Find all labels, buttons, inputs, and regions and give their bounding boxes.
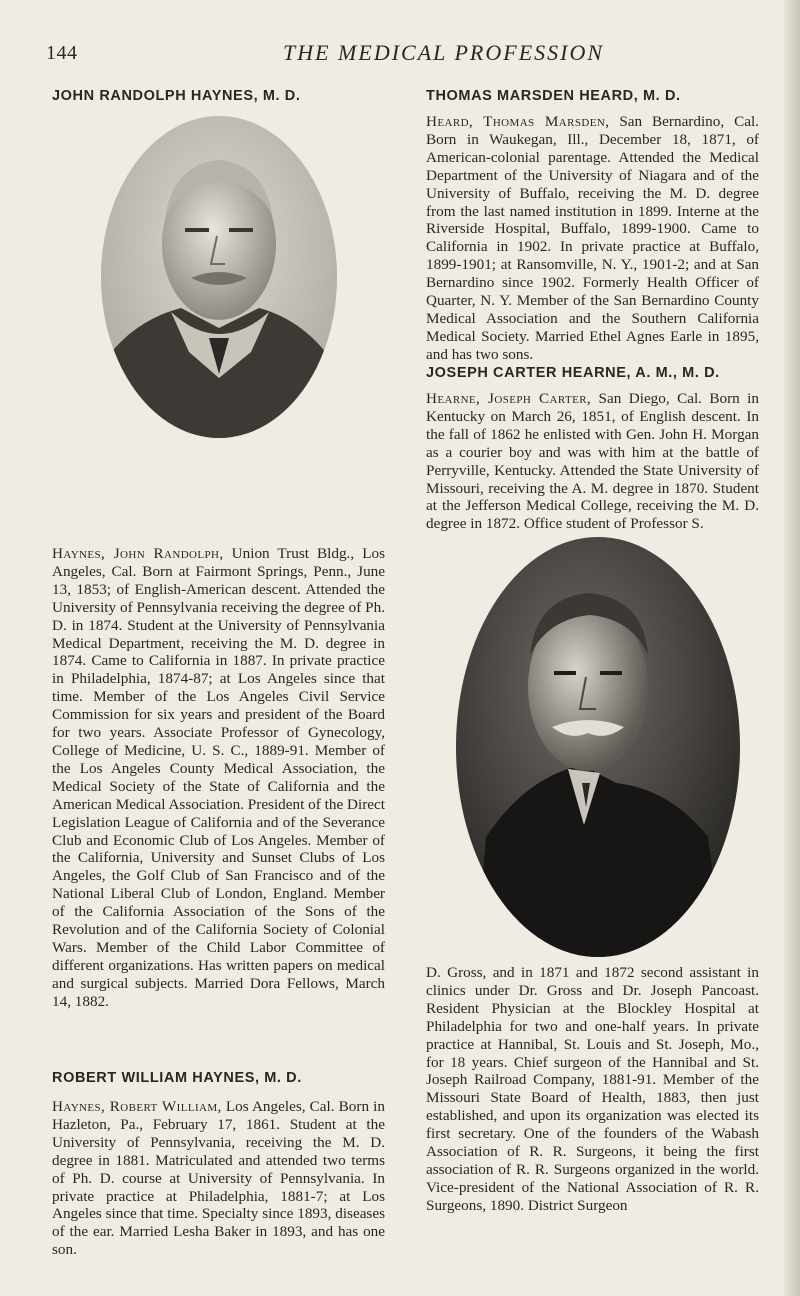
bio-thomas-marsden-heard: [426, 113, 759, 364]
bio-lead-robert-william-haynes: Haynes, Robert William,: [52, 1098, 222, 1115]
heading-thomas-marsden-heard: THOMAS MARSDEN HEARD, M. D.: [426, 88, 681, 104]
heading-joseph-carter-hearne: JOSEPH CARTER HEARNE, A. M., M. D.: [426, 365, 720, 381]
running-head: [46, 38, 746, 68]
page-number: 144: [46, 42, 78, 64]
heading-john-randolph-haynes: JOHN RANDOLPH HAYNES, M. D.: [52, 88, 301, 104]
bio-robert-william-haynes: [52, 1098, 385, 1259]
bio-lead-john-randolph-haynes: Haynes, John Randolph,: [52, 545, 224, 562]
portrait-john-randolph-haynes: [101, 116, 337, 438]
bio-joseph-carter-hearne-continued: D. Gross, and in 1871 and 1872 second assistant in clinics under Dr. Gross and Dr. Joseph Pancoast. Resident Physician at the Blockley Hospital at Philadelphia for two and one-half years. In private practice at Hannibal, St. Louis and St. Joseph, Mo., for 18 years. Chief surgeon of the Hannibal and St. Joseph Railroad Company, 1881-91. Member of the Missouri State Board of Health, 1883, then just established, and upon its organization was elected its first secretary. One of the founders of the Wabash Association of R. R. Surgeons, it being the first association of R. R. Surgeons organized in the world. Vice-president of the National Association of R. R. Surgeons, 1890. District Surgeon: [426, 964, 759, 1214]
running-title: THE MEDICAL PROFESSION: [283, 40, 605, 65]
bio-joseph-carter-hearne: [426, 390, 759, 533]
bio-text-joseph-carter-hearne: San Diego, Cal. Born in Kentucky on March 26, 1851, of English descent. In the fall of 1862 he enlisted with Gen. John H. Morgan as a courier boy and was with him at the battle of Perryville, Kentucky. Attended the State University of Missouri, receiving the A. M. degree in 1870. Student at the Jefferson Medical College, receiving the M. D. degree in 1872. Office student of Professor S.: [426, 390, 759, 533]
page-edge: [784, 0, 800, 1296]
bio-text-john-randolph-haynes: Union Trust Bldg., Los Angeles, Cal. Born at Fairmont Springs, Penn., June 13, 1853; of English-American descent. Attended the University of Pennsylvania receiving the degree of Ph. D. in 1874. Student at the University of Pennsylvania Medical Department, receiving the M. D. degree in 1874. Came to California in 1887. In private practice in Philadelphia, 1874-87; at Los Angeles since that time. Member of the Los Angeles Civil Service Commission for six years and president of the Board for two years. Associate Professor of Gynecology, College of Medicine, U. S. C., 1889-91. Member of the Los Angeles County Medical Association, the Medical Society of the State of California and the American Medical Association. President of the Direct Legislation League of California and of the Severance Club and Economic Club of Los Angeles. Member of the California, University and Sunset Clubs of Los Angeles, the Golf Club of San Francisco and of the National Liberal Club of London, England. Member of the California Association of the Sons of the Revolution and of the California Society of Colonial Wars. Member of the Child Labor Committee of different organizations. Has written papers on medical and surgical subjects. Married Dora Fellows, March 14, 1882.: [52, 545, 385, 1010]
bio-text-robert-william-haynes: Los Angeles, Cal. Born in Hazleton, Pa., February 17, 1861. Student at the University of Pennsylvania, receiving the M. D. degree in 1881. Matriculated and attended two terms of Ph. D. course at University of Pennsylvania. In private practice at Philadelphia, 1881-7; at Los Angeles since that time. Specialty since 1893, diseases of the ear. Married Lesha Baker in 1893, and has one son.: [52, 1098, 385, 1259]
heading-robert-william-haynes: ROBERT WILLIAM HAYNES, M. D.: [52, 1070, 302, 1086]
bio-john-randolph-haynes: [52, 545, 385, 1011]
portrait-joseph-carter-hearne: [456, 537, 740, 957]
bio-lead-thomas-marsden-heard: Heard, Thomas Marsden,: [426, 113, 610, 130]
bio-text-thomas-marsden-heard: San Bernardino, Cal. Born in Waukegan, Ill., December 18, 1871, of American-colonial parentage. Attended the Medical Department of the University of Niagara and of the University of Buffalo, receiving the M. D. degree from the last named institution in 1899. Interne at the Riverside Hospital, Buffalo, 1899-1900. Came to California in 1902. In private practice at Buffalo, 1899-1901; at Ransomville, N. Y., 1901-2; and at San Bernardino since 1902. Formerly Health Officer of Quarter, N. Y. Member of the San Bernardino County Medical Association and the Southern California Medical Society. Married Ethel Agnes Earle in 1895, and has two sons.: [426, 113, 759, 363]
bio-lead-joseph-carter-hearne: Hearne, Joseph Carter,: [426, 390, 592, 407]
